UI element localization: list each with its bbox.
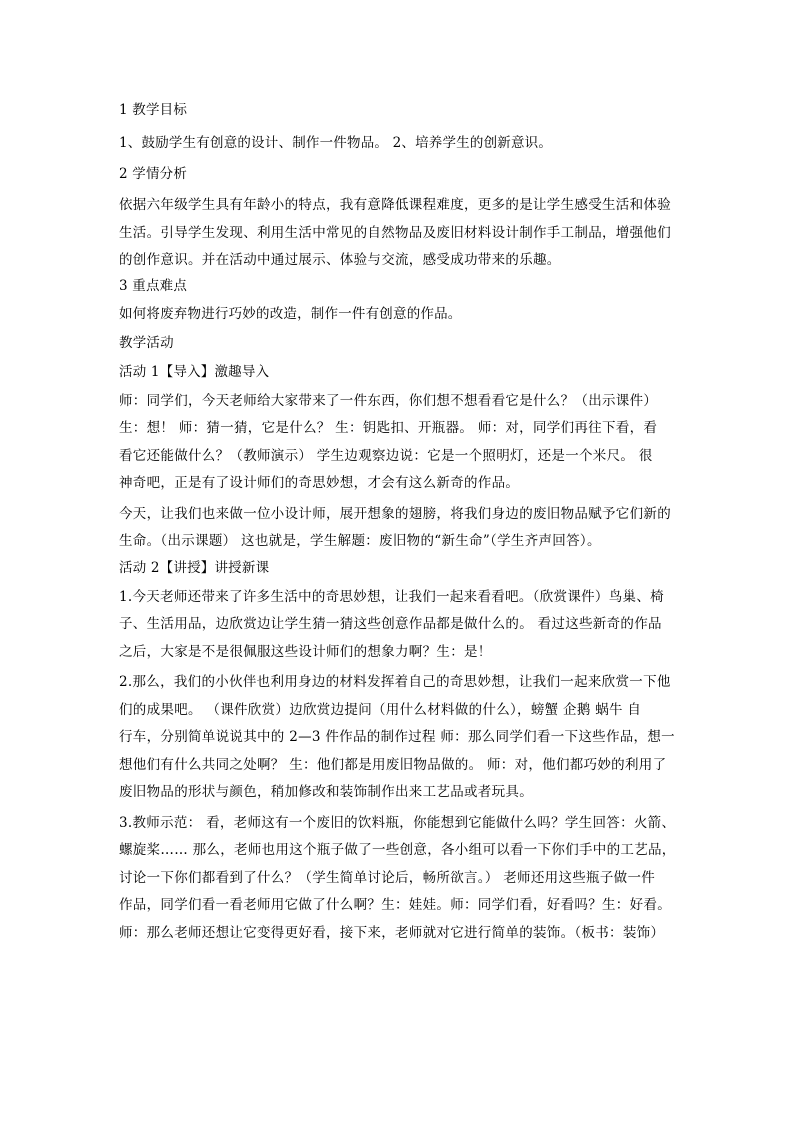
section-heading-goals: 1 教学目标 xyxy=(119,102,188,118)
activity2-line: 行车，分别简单说说其中的 2—3 件作品的制作过程 师：那么同学们看一下这些作品，想一 xyxy=(119,729,675,745)
analysis-line: 依据六年级学生具有年龄小的特点，我有意降低课程难度，更多的是让学生感受生活和体验 xyxy=(119,197,671,213)
section-heading-activities: 教学活动 xyxy=(119,334,174,351)
activity2-line: 螺旋桨…… 那么，老师也用这个瓶子做了一些创意，各小组可以看一下你们手中的工艺品， xyxy=(119,842,676,858)
section-heading-key-points: 3 重点难点 xyxy=(119,277,188,294)
document-body xyxy=(119,101,677,950)
activity2-line: 废旧物品的形状与颜色，稍加修改和装饰制作出来工艺品或者玩具。 xyxy=(119,784,533,800)
activity1-heading: 活动 1【导入】激趣导入 xyxy=(119,363,270,380)
activity1-paragraph-1 xyxy=(119,388,677,498)
activity1-line: 神奇吧，正是有了设计师们的奇思妙想，才会有这么新奇的作品。 xyxy=(119,475,520,491)
activity2-line: 之后，大家是不是很佩服这些设计师们的想象力啊？生：是！ xyxy=(119,643,492,660)
activity1-line: 生：想！ 师：猜一猜，它是什么？ 生：钥匙扣、开瓶器。 师：对，同学们再往下看，看 xyxy=(119,420,658,436)
activity2-paragraph-1 xyxy=(119,584,677,667)
activity2-line: 1.今天老师还带来了许多生活中的奇思妙想，让我们一起来看看吧。（欣赏课件）鸟巢、椅 xyxy=(119,588,664,605)
activity1-line: 生命。（出示课题） 这也就是，学生解题：废旧物的“新生命”（学生齐声回答）。 xyxy=(119,533,601,549)
activity2-line: 3.教师示范： 看，老师这有一个废旧的饮料瓶，你能想到它能做什么吗？学生回答：火箭、 xyxy=(119,814,676,831)
activity1-line: 师：同学们，今天老师给大家带来了一件东西，你们想不想看看它是什么？（出示课件） xyxy=(119,392,658,409)
activity2-line: 想他们有什么共同之处啊？ 生：他们都是用废旧物品做的。 师：对，他们都巧妙的利用了 xyxy=(119,756,667,773)
analysis-line: 生活。引导学生发现、利用生活中常见的自然物品及废旧材料设计制作手工制品，增强他们 xyxy=(119,224,671,241)
activity2-heading: 活动 2【讲授】讲授新课 xyxy=(119,559,270,576)
activity2-paragraph-3 xyxy=(119,810,677,948)
section-heading-analysis: 2 学情分析 xyxy=(119,166,188,182)
activity1-line: 今天，让我们也来做一位小设计师，展开想象的翅膀，将我们身边的废旧物品赋予它们新的 xyxy=(119,505,671,522)
activity1-paragraph-2 xyxy=(119,501,677,556)
activity2-line: 2.那么，我们的小伙伴也利用身边的材料发挥着自己的奇思妙想，让我们一起来欣赏一下他 xyxy=(119,674,671,690)
analysis-line: 的创作意识。并在活动中通过展示、体验与交流，感受成功带来的乐趣。 xyxy=(119,252,561,268)
activity2-line: 讨论一下你们都看到了什么？（学生简单讨论后，畅所欲言。） 老师还用这些瓶子做一件 xyxy=(119,869,656,886)
analysis-paragraph xyxy=(119,192,677,275)
activity1-line: 看它还能做什么？（教师演示） 学生边观察边说：它是一个照明灯，还是一个米尺。 很 xyxy=(119,447,653,464)
key-points-text: 如何将废弃物进行巧妙的改造，制作一件有创意的作品。 xyxy=(119,305,462,322)
activity2-line: 作品，同学们看一看老师用它做了什么啊？生：娃娃。师：同学们看，好看吗？生：好看。 xyxy=(119,897,671,913)
goals-text: 1、鼓励学生有创意的设计、制作一件物品。 2、培养学生的创新意识。 xyxy=(119,135,553,151)
activity2-line: 子、生活用品，边欣赏边让学生猜一猜这些创意作品都是做什么的。 看过这些新奇的作品 xyxy=(119,616,662,632)
activity2-paragraph-2 xyxy=(119,669,677,807)
activity2-line: 师：那么老师还想让它变得更好看，接下来，老师就对它进行简单的装饰。（板书：装饰） xyxy=(119,924,665,941)
activity2-line: 们的成果吧。 （课件欣赏）边欣赏边提问（用什么材料做的什么），螃蟹 企鹅 蜗牛 自 xyxy=(119,701,642,718)
